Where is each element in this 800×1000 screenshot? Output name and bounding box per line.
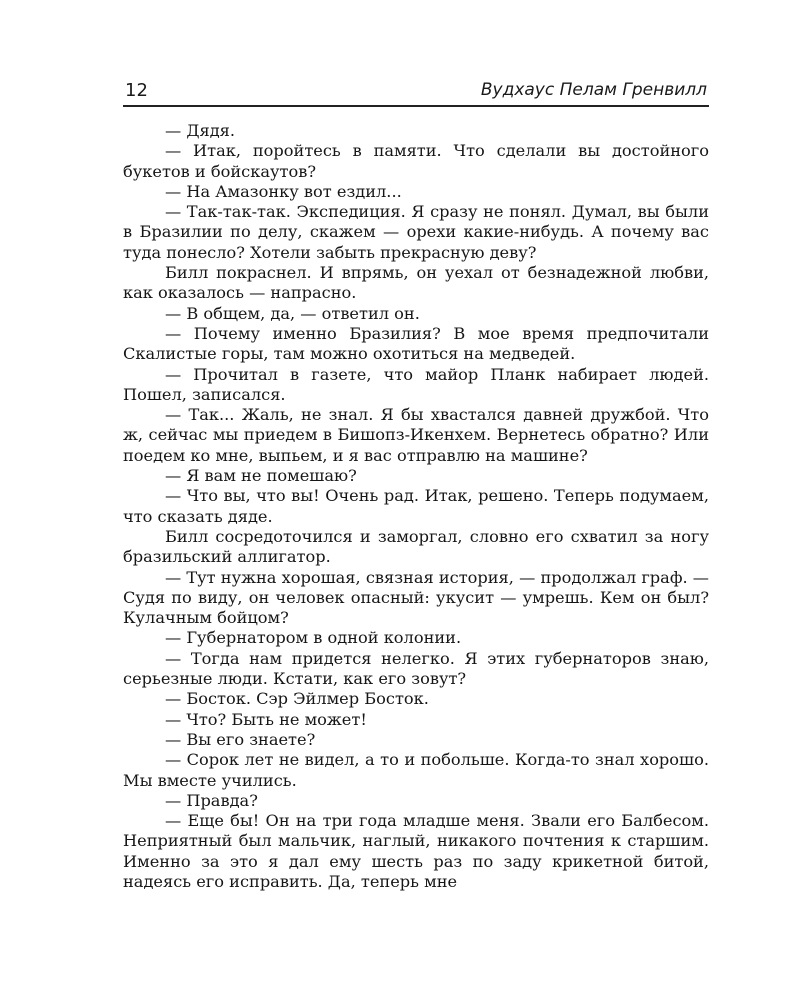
paragraph: — Дядя. bbox=[165, 121, 236, 140]
paragraph: — Что вы, что вы! Очень рад. Итак, решено. Теперь подумаем, что сказать дяде. bbox=[123, 486, 709, 526]
paragraph: Билл покраснел. И впрямь, он уехал от безнадежной любви, как оказалось — напрасно. bbox=[123, 263, 709, 303]
paragraph: — Почему именно Бразилия? В мое время предпочитали Скалистые горы, там можно охотиться на медведей. bbox=[123, 323, 709, 364]
paragraph: Билл сосредоточился и заморгал, словно его схватил за ногу бразильский аллигатор. bbox=[123, 526, 709, 567]
paragraph: — Губернатором в одной колонии. bbox=[165, 628, 462, 648]
page-number: 12 bbox=[125, 80, 148, 101]
body-text bbox=[123, 121, 709, 892]
paragraph: — Сорок лет не видел, а то и побольше. Когда-то знал хорошо. Мы вместе учились. bbox=[123, 750, 709, 790]
running-title: Вудхаус Пелам Гренвилл bbox=[480, 80, 707, 100]
paragraph: — Вы его знаете? bbox=[165, 729, 316, 749]
paragraph: — Тут нужна хорошая, связная история, — продолжал граф. — Судя по виду, он человек опасный: укусит — умрешь. Кем он был? Кулачным бойцом? bbox=[123, 567, 709, 628]
page-header bbox=[123, 79, 709, 107]
paragraph: — Еще бы! Он на три года младше меня. Звали его Балбесом. Неприятный был мальчик, наглый, никакого почтения к старшим. Именно за это я дал ему шесть раз по заду крикетной битой, надеясь его исправить. Да, теперь мне bbox=[123, 811, 709, 891]
paragraph: — Итак, поройтесь в памяти. Что сделали вы достойного букетов и бойскаутов? bbox=[123, 141, 709, 181]
paragraph: — Что? Быть не может! bbox=[165, 709, 367, 729]
paragraph: — На Амазонку вот ездил... bbox=[165, 181, 402, 201]
paragraph: — Прочитал в газете, что майор Планк набирает людей. Пошел, записался. bbox=[123, 364, 709, 404]
paragraph: — Босток. Сэр Эйлмер Босток. bbox=[165, 689, 429, 709]
paragraph: — Так-так-так. Экспедиция. Я сразу не понял. Думал, вы были в Бразилии по делу, скажем — орехи какие-нибудь. А почему вас туда понесло? Хотели забыть прекрасную деву? bbox=[123, 202, 709, 262]
paragraph: — Так... Жаль, не знал. Я бы хвастался давней дружбой. Что ж, сейчас мы приедем в Бишопз-Икенхем. Вернетесь обратно? Или поедем ко мне, выпьем, и я вас отправлю на машине? bbox=[123, 405, 709, 465]
paragraph: — В общем, да, — ответил он. bbox=[165, 303, 420, 323]
paragraph: — Правда? bbox=[165, 790, 258, 810]
paragraph: — Я вам не помешаю? bbox=[165, 466, 357, 486]
paragraph: — Тогда нам придется нелегко. Я этих губернаторов знаю, серьезные люди. Кстати, как его зовут? bbox=[123, 648, 709, 689]
